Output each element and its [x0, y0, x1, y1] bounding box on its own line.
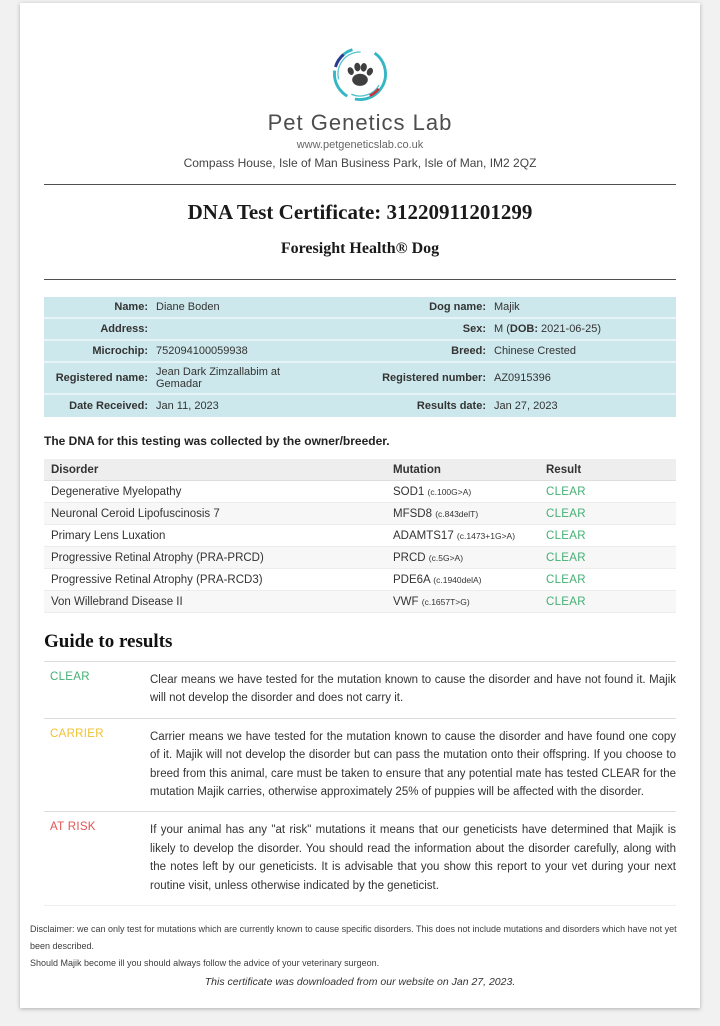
address-label: Address: — [100, 323, 148, 335]
disclaimer-line-2: Should Majik become ill you should always follow the advice of your veterinary surgeon. — [30, 958, 380, 969]
disorder-cell: Progressive Retinal Atrophy (PRA-PRCD) — [51, 551, 264, 564]
table-row — [44, 591, 676, 613]
carrier-label: CARRIER — [50, 727, 104, 740]
mutation-detail: (c.1473+1G>A) — [456, 530, 516, 541]
sex-label: Sex: — [462, 323, 486, 335]
result-cell: CLEAR — [546, 595, 586, 608]
mutation-cell — [386, 486, 539, 498]
owner-dog-info-table — [44, 297, 676, 417]
mutation-cell — [386, 530, 539, 542]
info-row-microchip — [44, 341, 676, 363]
gene-name: MFSD8 — [393, 507, 432, 520]
mutation-detail: (c.843delT) — [435, 508, 479, 519]
gene-name: SOD1 — [393, 485, 425, 498]
lab-website: www.petgeneticslab.co.uk — [296, 139, 424, 151]
name-value: Diane Boden — [156, 301, 220, 313]
guide-to-results-heading: Guide to results — [44, 631, 173, 652]
mutation-column-header: Mutation — [393, 463, 441, 476]
dog-name-value: Majik — [494, 301, 520, 313]
mutation-detail: (c.1657T>G) — [421, 596, 470, 607]
at-risk-description: If your animal has any "at risk" mutations it means that our geneticists have determined that Majik is likely to develop the disorder. You should read the information about the disorder carefully, along with the notes left by our geneticists. It is advisable that you show this report to your vet during your next routine visit, unless otherwise indicated by the geneticist. — [150, 824, 676, 892]
certificate-title: DNA Test Certificate: 31220911201299 — [187, 200, 533, 224]
guide-row-carrier — [44, 718, 676, 812]
registered-number-value: AZ0915396 — [494, 372, 551, 384]
mutation-detail: (c.100G>A) — [427, 486, 472, 497]
info-row-address — [44, 319, 676, 341]
paw-icon — [331, 45, 389, 103]
result-cell: CLEAR — [546, 573, 586, 586]
info-row-dates — [44, 395, 676, 417]
table-row — [44, 503, 676, 525]
sex-value — [494, 323, 676, 335]
table-row — [44, 569, 676, 591]
result-cell: CLEAR — [546, 551, 586, 564]
guide-table — [44, 661, 676, 906]
disclaimer — [30, 921, 690, 972]
microchip-label: Microchip: — [92, 345, 148, 357]
lab-header — [20, 3, 700, 170]
table-row — [44, 481, 676, 503]
dob-value: 2021-06-25) — [538, 323, 601, 335]
breed-label: Breed: — [451, 345, 486, 357]
clear-label: CLEAR — [50, 671, 90, 683]
info-row-registered-name — [44, 363, 676, 395]
result-cell: CLEAR — [546, 485, 586, 498]
certificate-page — [20, 3, 700, 1008]
lab-name: Pet Genetics Lab — [267, 110, 453, 135]
results-date-label: Results date: — [416, 400, 486, 412]
disorder-column-header: Disorder — [51, 463, 99, 476]
disorder-cell: Von Willebrand Disease II — [51, 595, 183, 608]
top-divider — [44, 184, 676, 185]
mutation-cell — [386, 508, 539, 520]
mutation-detail: (c.5G>A) — [428, 552, 464, 563]
results-header-row — [44, 459, 676, 481]
lab-address: Compass House, Isle of Man Business Park, Isle of Man, IM2 2QZ — [183, 156, 537, 170]
disorder-cell: Degenerative Myelopathy — [51, 485, 182, 498]
table-row — [44, 547, 676, 569]
microchip-value: 752094100059938 — [156, 345, 248, 357]
title-divider — [44, 279, 676, 280]
date-received-label: Date Received: — [69, 400, 148, 412]
guide-row-at-risk — [44, 811, 676, 906]
carrier-description: Carrier means we have tested for the mutation known to cause the disorder and have found one copy of it. Majik will not develop the disorder but can pass the mutation onto their offspring. If you choose to breed from this animal, care must be taken to ensure that any potential mate has tested CLEAR for the mutation Majik carries, otherwise approximately 25% of puppies will be affected with the disorder. — [150, 730, 676, 798]
mutation-cell — [386, 574, 539, 586]
registered-name-label: Registered name: — [55, 372, 148, 384]
guide-row-clear — [44, 661, 676, 718]
results-table — [44, 459, 676, 613]
sex-value-pre: M ( — [494, 323, 510, 335]
disclaimer-line-1: Disclaimer: we can only test for mutations which are currently known to cause specific disorders. This does not include mutations and disorders which have not yet been described. — [30, 923, 677, 951]
name-label: Name: — [114, 301, 148, 313]
dob-label: DOB: — [509, 323, 538, 335]
disorder-cell: Progressive Retinal Atrophy (PRA-RCD3) — [51, 573, 263, 586]
info-row-name — [44, 297, 676, 319]
download-note: This certificate was downloaded from our website on Jan 27, 2023. — [204, 976, 516, 989]
table-row — [44, 525, 676, 547]
gene-name: ADAMTS17 — [393, 529, 454, 542]
result-cell: CLEAR — [546, 507, 586, 520]
result-column-header: Result — [546, 463, 582, 476]
registered-number-label: Registered number: — [382, 372, 486, 384]
date-received-value: Jan 11, 2023 — [156, 400, 219, 412]
breed-value: Chinese Crested — [494, 345, 576, 357]
clear-description: Clear means we have tested for the mutation known to cause the disorder and have not found it. Majik will not develop the disorder and does not carry it. — [150, 674, 676, 705]
result-cell: CLEAR — [546, 529, 586, 542]
at-risk-label: AT RISK — [50, 821, 96, 834]
gene-name: VWF — [393, 595, 419, 608]
certificate-subtitle: Foresight Health® Dog — [280, 240, 440, 257]
dog-name-label: Dog name: — [429, 301, 486, 313]
results-date-value: Jan 27, 2023 — [494, 400, 558, 412]
mutation-detail: (c.1940delA) — [433, 574, 482, 585]
registered-name-value: Jean Dark Zimzallabim at Gemadar — [156, 366, 281, 390]
gene-name: PRCD — [393, 551, 426, 564]
gene-name: PDE6A — [393, 573, 431, 586]
mutation-cell — [386, 596, 539, 608]
pet-genetics-lab-logo — [331, 45, 389, 103]
dna-collected-note: The DNA for this testing was collected by the owner/breeder. — [44, 434, 390, 448]
disorder-cell: Neuronal Ceroid Lipofuscinosis 7 — [51, 507, 220, 520]
disorder-cell: Primary Lens Luxation — [51, 529, 166, 542]
mutation-cell — [386, 552, 539, 564]
